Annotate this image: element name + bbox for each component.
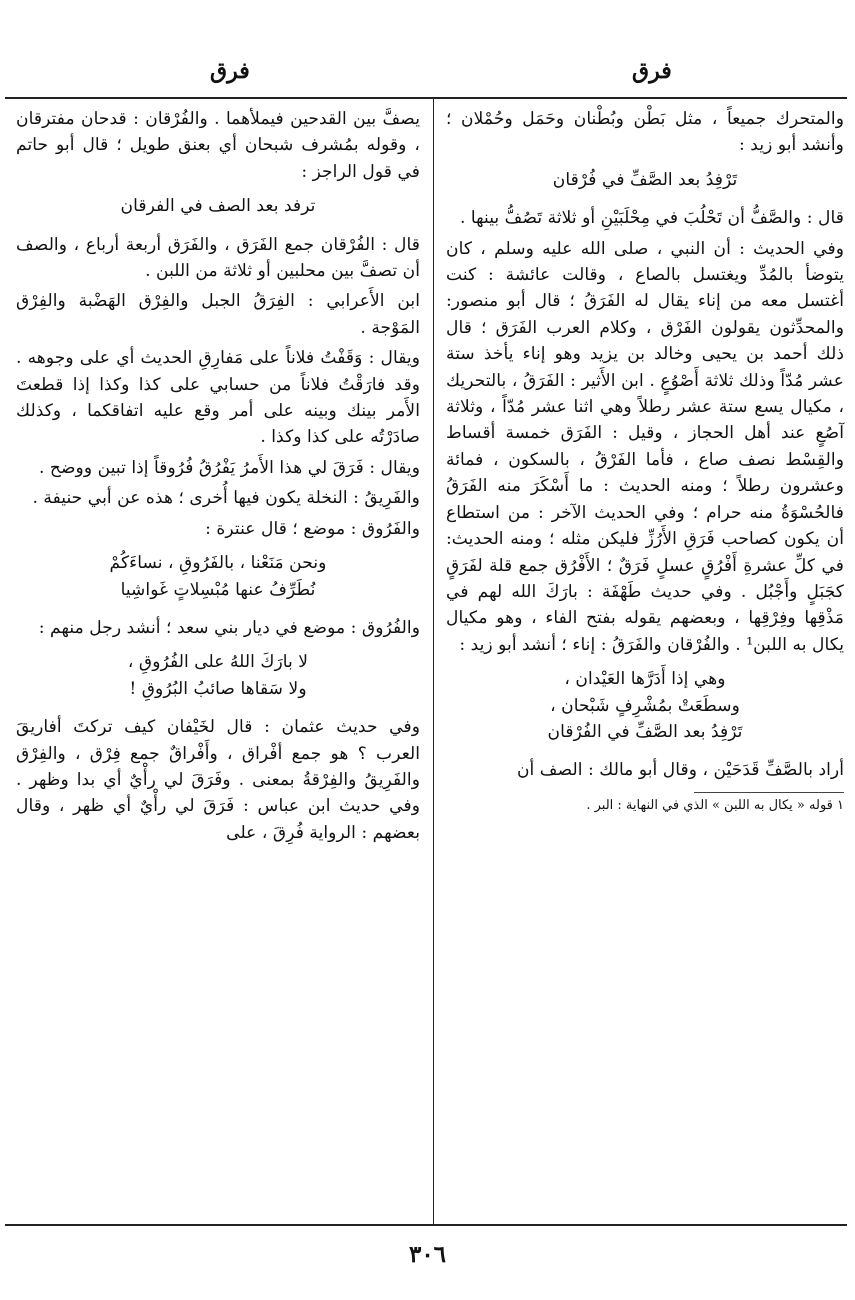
verse-line: ولا سَقاها صائبُ البُرُوقِ ! (129, 678, 307, 699)
verse-line: ونحن مَنَعْنا ، بالفَرُوقِ ، نساءَكُمْ (109, 553, 327, 574)
left-verse-2 (16, 550, 420, 603)
bottom-rule (5, 1224, 847, 1226)
footnote-rule (694, 792, 844, 793)
verse-line: تَرْفِدُ بعد الصَّفِّ في فُرْقان (552, 169, 738, 190)
column-divider (433, 97, 434, 1224)
left-column (16, 106, 420, 1216)
verse-line: نُطَرِّفُ عنها مُبْسِلاتٍ غَواشِيا (120, 579, 316, 600)
right-paragraph-2: قال : والصَّفُّ أن تَحْلُبَ في مِحْلَبَيْنِ أو ثلاثة تَصُفُّ بينها . (459, 208, 844, 229)
left-paragraph-8: والفُرُوق : موضع في ديار بني سعد ؛ أنشد رجل منهم : (38, 617, 420, 638)
footnote: ١ قوله « يكال به اللبن » الذي في النهاية : البر . (586, 797, 844, 813)
top-rule (5, 97, 847, 99)
page-number: ٣٠٦ (408, 1241, 447, 1268)
right-column (446, 106, 844, 1216)
left-paragraph-5: ويقال : فَرَقَ لي هذا الأَمرُ يَفْرُقُ فُرُوقاً إذا تبين ووضح . (38, 457, 420, 478)
right-header-word: فرق (632, 58, 672, 84)
right-paragraph-4: أراد بالصَّفِّ قَدَحَيْن ، وقال أبو مالك : الصف أن (516, 760, 844, 781)
verse-line: لا بارَكَ اللهُ على الفُرُوقِ ، (127, 652, 309, 673)
right-verse-2 (446, 666, 844, 745)
left-header-word: فرق (210, 58, 250, 84)
left-paragraph-9: وفي حديث عثمان : قال لخَيْفان كيف تركتَ أفاريقَ العرب ؟ هو جمع أفْراق ، وأَفْراقٌ جمع فِرْق ، والفِرْق والفَرِيقُ والفِرْقةُ بمعنى . وفَرَقَ لي رأْيٌ أي بدا وظهر . وفي حديث ابن عباس : فَرَقَ لي رأْيٌ أي ظهر ، وقال بعضهم : الرواية فُرِقَ ، على (16, 717, 420, 843)
left-verse-3 (16, 649, 420, 702)
left-paragraph-3: ابن الأَعرابي : الفِرَقُ الجبل والفِرْق الهَضْبة والفِرْق المَوْجة . (16, 291, 420, 338)
verse-line: تَرْفِدُ بعد الصَّفِّ في الفُرْقان (547, 721, 743, 742)
verse-line: وهي إذا أَدَرَّها العَيْدان ، (564, 669, 726, 690)
verse-line: وسطَعَتْ بمُشْرِفٍ شَبْحان ، (550, 695, 740, 716)
left-paragraph-7: والفَرُوق : موضع ؛ قال عنترة : (205, 518, 420, 539)
left-verse-1 (16, 193, 420, 219)
left-paragraph-4: ويقال : وَقَفْتُ فلاناً على مَفارِقِ الحديث أي على وجوهه . وقد فارَقْتُ فلاناً من حسابي على كذا وكذا إذا قطعتَ الأَمر بينك وبينه على أمر وقع عليه اتفاقكما ، وكذلك صادَرْتُه على كذا وكذا . (16, 348, 420, 448)
right-paragraph-3: وفي الحديث : أن النبي ، صلى الله عليه وسلم ، كان يتوضأ بالمُدِّ ويغتسل بالصاع ، وقالت عائشة : كنت أغتسل معه من إناء يقال له الفَرَقُ ؛ قال أبو منصور: والمحدِّثون يقولون الفَرْق ، وكلام العرب الفَرَق ؛ قال ذلك أحمد بن يحيى وخالد بن يزيد وهو إناء يأخذ ستة عشر مُدّاً وذلك ثلاثة أَصْوُعٍ . ابن الأَثير : الفَرَقُ ، بالتحريك ، مكيال يسع ستة عشر رطلاً وهي اثنا عشر مُدّاً ، وثلاثة آصُعٍ عند أهل الحجاز ، وقيل : الفَرَق خمسة أقساط والقِسْط نصف صاع ، فأما الفَرْقُ ، بالسكون ، فمائة وعشرون رطلاً ؛ ومنه الحديث : ما أَسْكَرَ منه الفَرَقُ فالحُسْوَةُ منه حرام ؛ وفي الحديث الآخر : من استطاع أن يكون كصاحب فَرَقِ الأَرُزِّ فليكن مثله ؛ ومنه الحديث: في كلِّ عشرةِ أَفْرُقٍ عسلٍ فَرَقٌ ؛ الأَفْرُق جمع قلة لفَرَقٍ كجَبَلٍ وأَجْبُل . وفي حديث طَهْفَة : بارَكَ الله لهم في مَذْقِها وفِرْقِها ، وبعضهم يقوله بفتح الفاء ، وهو مكيال يكال به اللبن¹ . والفُرْقان والفَرَقُ : إناء ؛ أنشد أبو زيد : (446, 238, 844, 655)
left-paragraph-6: والفَرِيقُ : النخلة يكون فيها أُخرى ؛ هذه عن أبي حنيفة . (32, 488, 420, 509)
right-verse-1 (446, 167, 844, 193)
right-paragraph-1: والمتحرك جميعاً ، مثل بَطْن وبُطْنان وحَمَل وحُمْلان ؛ وأنشد أبو زيد : (446, 109, 844, 156)
verse-line: ترفد بعد الصف في الفرقان (120, 196, 316, 217)
left-paragraph-2: قال : الفُرْقان جمع الفَرَق ، والفَرَق أربعة أرباع ، والصف أن تصفَّ بين محلبين أو ثلاثة من اللبن . (16, 234, 420, 282)
left-paragraph-1: يصفَّ بين القدحين فيملأهما . والفُرْقان : قدحان مفترقان ، وقوله بمُشرف شبحان أي بعنق طويل ؛ قال أبو حاتم في قول الراجز : (16, 109, 420, 182)
